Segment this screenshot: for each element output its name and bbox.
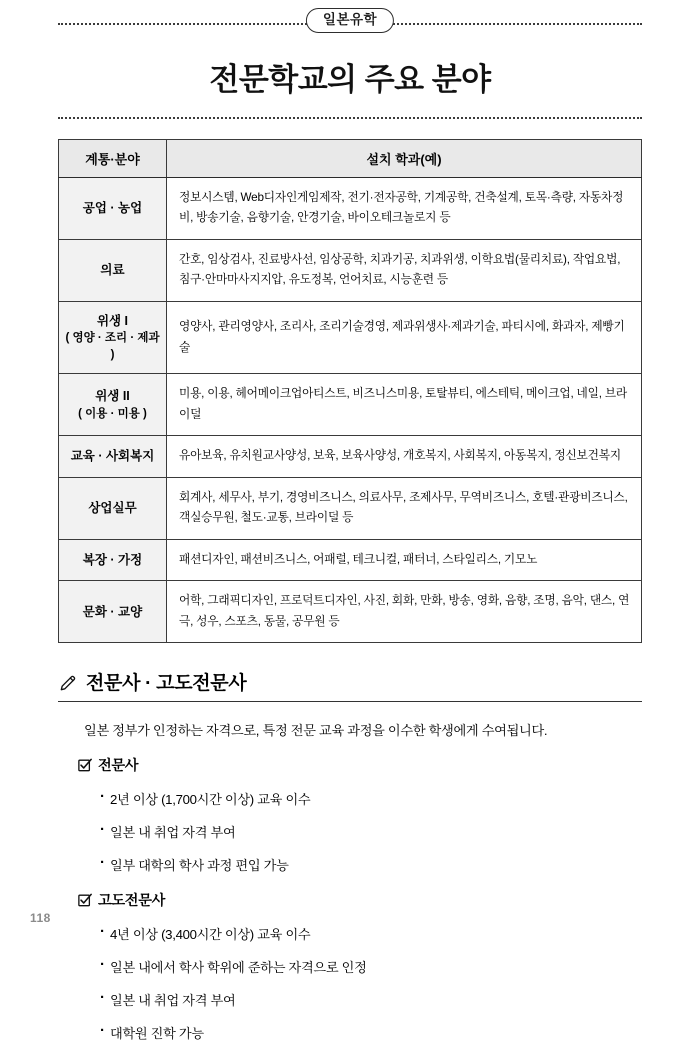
cell-category: [59, 581, 167, 643]
cell-category: [59, 239, 167, 301]
column-header-category: 계통·분야: [59, 140, 167, 178]
cell-category: [59, 539, 167, 580]
group-jeonmunsa: [58, 755, 642, 874]
category-sublabel: ( 영양 · 조리 · 제과 ): [65, 332, 160, 361]
cell-departments: 간호, 임상검사, 진료방사선, 임상공학, 치과기공, 치과위생, 이학요법(물리치료), 작업요법, 침구·안마마사지지압, 유도정복, 언어치료, 시능훈련 등: [167, 239, 642, 301]
category-label: 의료: [100, 263, 125, 278]
list-item: · 2년 이상 (1,700시간 이상) 교육 이수: [100, 789, 642, 808]
section-intro: 일본 정부가 인정하는 자격으로, 특정 전문 교육 과정을 이수한 학생에게 수여됩니다.: [84, 723, 548, 739]
list-item: · 4년 이상 (3,400시간 이상) 교육 이수: [100, 924, 642, 943]
category-sublabel: ( 이용 · 미용 ): [78, 407, 147, 420]
list-item: · 일본 내 취업 자격 부여: [100, 990, 642, 1009]
table-row: [59, 178, 642, 240]
table-row: [59, 301, 642, 373]
cell-departments: 패션디자인, 패션비즈니스, 어패럴, 테크니컬, 패터너, 스타일리스, 기모노: [167, 539, 642, 580]
group-heading-label: 전문사: [98, 758, 139, 775]
cell-category: [59, 301, 167, 373]
table-row: [59, 239, 642, 301]
cell-departments: 영양사, 관리영양사, 조리사, 조리기술경영, 제과위생사·제과기술, 파티시에, 화과자, 제빵기술: [167, 301, 642, 373]
list-item: · 일본 내 취업 자격 부여: [100, 822, 642, 841]
cell-departments: 미용, 이용, 헤어메이크업아티스트, 비즈니스미용, 토탈뷰티, 에스테틱, 메이크업, 네일, 브라이덜: [167, 374, 642, 436]
category-label: 공업 · 농업: [82, 201, 143, 216]
table-row: [59, 477, 642, 539]
column-header-departments: 설치 학과(예): [167, 140, 642, 178]
table-header-row: [59, 140, 642, 178]
table-row: [59, 436, 642, 477]
list-item: · 대학원 진학 가능: [100, 1023, 642, 1042]
cell-category: [59, 477, 167, 539]
fields-table: [58, 139, 642, 643]
category-label: 복장 · 가정: [82, 552, 143, 567]
page-title: 전문학교의 주요 분야: [209, 62, 491, 97]
cell-departments: 유아보육, 유치원교사양성, 보육, 보육사양성, 개호복지, 사회복지, 아동복지, 정신보건복지: [167, 436, 642, 477]
fields-table-wrap: [58, 139, 642, 643]
category-label: 교육 · 사회복지: [70, 449, 155, 464]
category-label: 위생 II: [95, 389, 130, 404]
section-title: 전문사 · 고도전문사: [86, 672, 247, 694]
check-box-icon: [78, 758, 92, 772]
category-label: 위생 I: [96, 313, 129, 328]
group-godo-jeonmunsa: [58, 890, 642, 1042]
page: [0, 6, 700, 1042]
list-item: · 일부 대학의 학사 과정 편입 가능: [100, 855, 642, 874]
check-box-icon: [78, 893, 92, 907]
group-list: [58, 924, 642, 1042]
top-band: [30, 6, 670, 40]
cell-departments: 정보시스템, Web디자인게임제작, 전기·전자공학, 기계공학, 건축설계, 토목·측량, 자동차정비, 방송기술, 음향기술, 안경기술, 바이오테크놀로지 등: [167, 178, 642, 240]
cell-category: [59, 178, 167, 240]
category-tag: 일본유학: [306, 8, 394, 33]
group-heading: [78, 890, 642, 910]
table-row: [59, 581, 642, 643]
cell-departments: 회계사, 세무사, 부기, 경영비즈니스, 의료사무, 조제사무, 무역비즈니스, 호텔·관광비즈니스, 객실승무원, 철도·교통, 브라이덜 등: [167, 477, 642, 539]
list-item: · 일본 내에서 학사 학위에 준하는 자격으로 인정: [100, 957, 642, 976]
category-label: 상업실무: [88, 501, 137, 516]
group-heading-label: 고도전문사: [98, 893, 166, 910]
page-number: 118: [30, 911, 51, 925]
category-label: 문화 · 교양: [82, 604, 143, 619]
table-row: [59, 374, 642, 436]
cell-category: [59, 374, 167, 436]
dotted-divider-under-title: [58, 117, 642, 119]
pencil-icon: [58, 673, 78, 693]
cell-departments: 어학, 그래픽디자인, 프로덕트디자인, 사진, 회화, 만화, 방송, 영화, 음향, 조명, 음악, 댄스, 연극, 성우, 스포츠, 동물, 공무원 등: [167, 581, 642, 643]
section-heading: [58, 673, 642, 702]
cell-category: [59, 436, 167, 477]
group-list: [58, 789, 642, 874]
group-heading: [78, 755, 642, 775]
qualification-section: [58, 673, 642, 1042]
table-row: [59, 539, 642, 580]
